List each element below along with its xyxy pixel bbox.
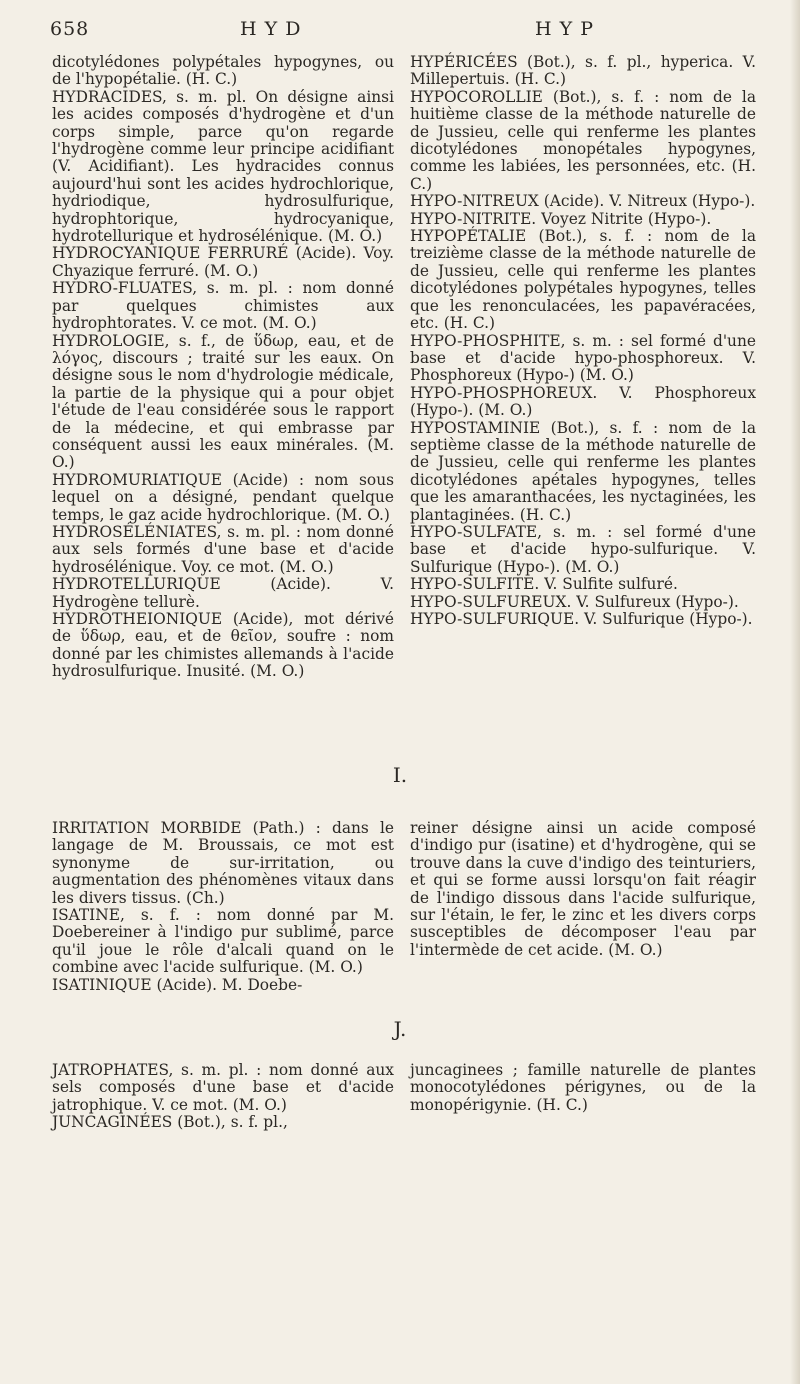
section-i-right-column [410,820,756,959]
entry: HYPO-SULFITE. V. Sulfite sulfuré. [410,575,678,594]
section-letter-i: I. [392,763,408,787]
entry: HYDROTELLURIQUE (Acide). V. Hydrogène tellurè. [52,575,394,611]
section-i-left-column [52,820,394,994]
entry: HYDROTHEIONIQUE (Acide), mot dérivé de ὕδωρ, eau, et de θεῖον, soufre : nom donné par les chimistes allemands à l'acide hydrosulfurique. Inusité. (M. O.) [52,610,394,681]
page-number: 658 [50,18,90,40]
page-edge-shadow [790,0,800,1384]
entry: JUNCAGINÉES (Bot.), s. f. pl., [52,1113,288,1132]
section-letter-j: J. [393,1017,407,1041]
entry: HYDROCYANIQUE FERRURÉ (Acide). Voy. Chyazique ferruré. (M. O.) [52,244,394,280]
section-h-left-column [52,54,394,681]
section-j-left-column [52,1062,394,1132]
entry: HYPO-SULFURIQUE. V. Sulfurique (Hypo-). [410,610,753,628]
entry: HYPO-PHOSPHITE, s. m. : sel formé d'une base et d'acide hypo-phosphoreux. V. Phosphoreux (Hypo-) (M. O.) [410,331,756,385]
entry: juncaginees ; famille naturelle de plantes monocotylédones périgynes, ou de la monopérigynie. (H. C.) [410,1061,756,1114]
entry: HYPO-SULFATE, s. m. : sel formé d'une base et d'acide hypo-sulfurique. V. Sulfurique (Hypo-). (M. O.) [410,522,756,576]
entry: HYPO-PHOSPHOREUX. V. Phosphoreux (Hypo-). (M. O.) [410,383,756,420]
entry: HYPOCOROLLIE (Bot.), s. f. : nom de la huitième classe de la méthode naturelle de de Jussieu, celle qui renferme les plantes dicotylédones monopétales hypogynes, comme les labiées, les personnées, etc. (H. C.) [410,87,756,193]
entry: HYDROMURIATIQUE (Acide) : nom sous lequel on a désigné, pendant quelque temps, le gaz acide hydrochlorique. (M. O.) [52,470,394,524]
entry: HYPOPÉTALIE (Bot.), s. f. : nom de la treizième classe de la méthode naturelle de de Jussieu, celle qui renferme les plantes dicotylédones polypétales hypogynes, telles que les renonculacées, les papavéracées, etc. (H. C.) [410,227,756,333]
entry: dicotylédones polypétales hypogynes, ou de l'hypopétalie. (H. C.) [52,53,394,89]
entry: IRRITATION MORBIDE (Path.) : dans le langage de M. Broussais, ce mot est synonyme de sur-irritation, ou augmentation des phénomènes vitaux dans les divers tissus. (Ch.) [52,819,394,907]
entry: ISATINIQUE (Acide). M. Doebe- [52,975,303,994]
entry: HYPO-SULFUREUX. V. Sulfureux (Hypo-). [410,592,739,611]
entry: HYDROSÉLÉNIATES, s. m. pl. : nom donné aux sels formés d'une base et d'acide hydrosélénique. Voy. ce mot. (M. O.) [52,522,394,576]
entry: HYPO-NITRITE. Voyez Nitrite (Hypo-). [410,209,712,228]
section-h-right-column [410,54,756,628]
running-head-right: H Y P [535,18,594,40]
entry: HYPÉRICÉES (Bot.), s. f. pl., hyperica. V. Millepertuis. (H. C.) [410,53,756,89]
section-j-right-column [410,1062,756,1114]
entry: reiner désigne ainsi un acide composé d'indigo pur (isatine) et d'hydrogène, qui se trouve dans la cuve d'indigo des teinturiers, et qui se forme aussi lorsqu'on fait réagir de l'indigo dissous dans l'acide sulfurique, sur l'étain, le fer, le zinc et les divers corps susceptibles de décomposer l'eau par l'intermède de cet acide. (M. O.) [410,819,756,959]
entry: HYDROLOGIE, s. f., de ὕδωρ, eau, et de λόγος, discours ; traité sur les eaux. On désigne sous le nom d'hydrologie médicale, la partie de la physique qui a pour objet l'étude de l'eau considérée sous le rapport de la médecine, et qui embrasse par conséquent aussi les eaux minérales. (M. O.) [52,331,394,472]
entry: HYPOSTAMINIE (Bot.), s. f. : nom de la septième classe de la méthode naturelle de de Jussieu, celle qui renferme les plantes dicotylédones apétales hypogynes, telles que les amaranthacées, les nyctaginées, les plantaginées. (H. C.) [410,418,756,524]
entry: HYDRACIDES, s. m. pl. On désigne ainsi les acides composés d'hydrogène et d'un corps simple, parce qu'on regarde l'hydrogène comme leur principe acidifiant (V. Acidifiant). Les hydracides connus aujourd'hui sont les acides hydrochlorique, hydriodique, hydrosulfurique, hydrophtorique, hydrocyanique, hydrotellurique et hydrosélénique. (M. O.) [52,87,394,246]
entry: HYPO-NITREUX (Acide). V. Nitreux (Hypo-). [410,192,756,211]
entry: ISATINE, s. f. : nom donné par M. Doebereiner à l'indigo pur sublimé, parce qu'il joue le rôle d'alcali quand on le combine avec l'acide sulfurique. (M. O.) [52,906,394,977]
running-head-left: H Y D [240,18,302,40]
entry: JATROPHATES, s. m. pl. : nom donné aux sels composés d'une base et d'acide jatrophique. V. ce mot. (M. O.) [52,1061,394,1114]
entry: HYDRO-FLUATES, s. m. pl. : nom donné par quelques chimistes aux hydrophtorates. V. ce mot. (M. O.) [52,279,394,333]
